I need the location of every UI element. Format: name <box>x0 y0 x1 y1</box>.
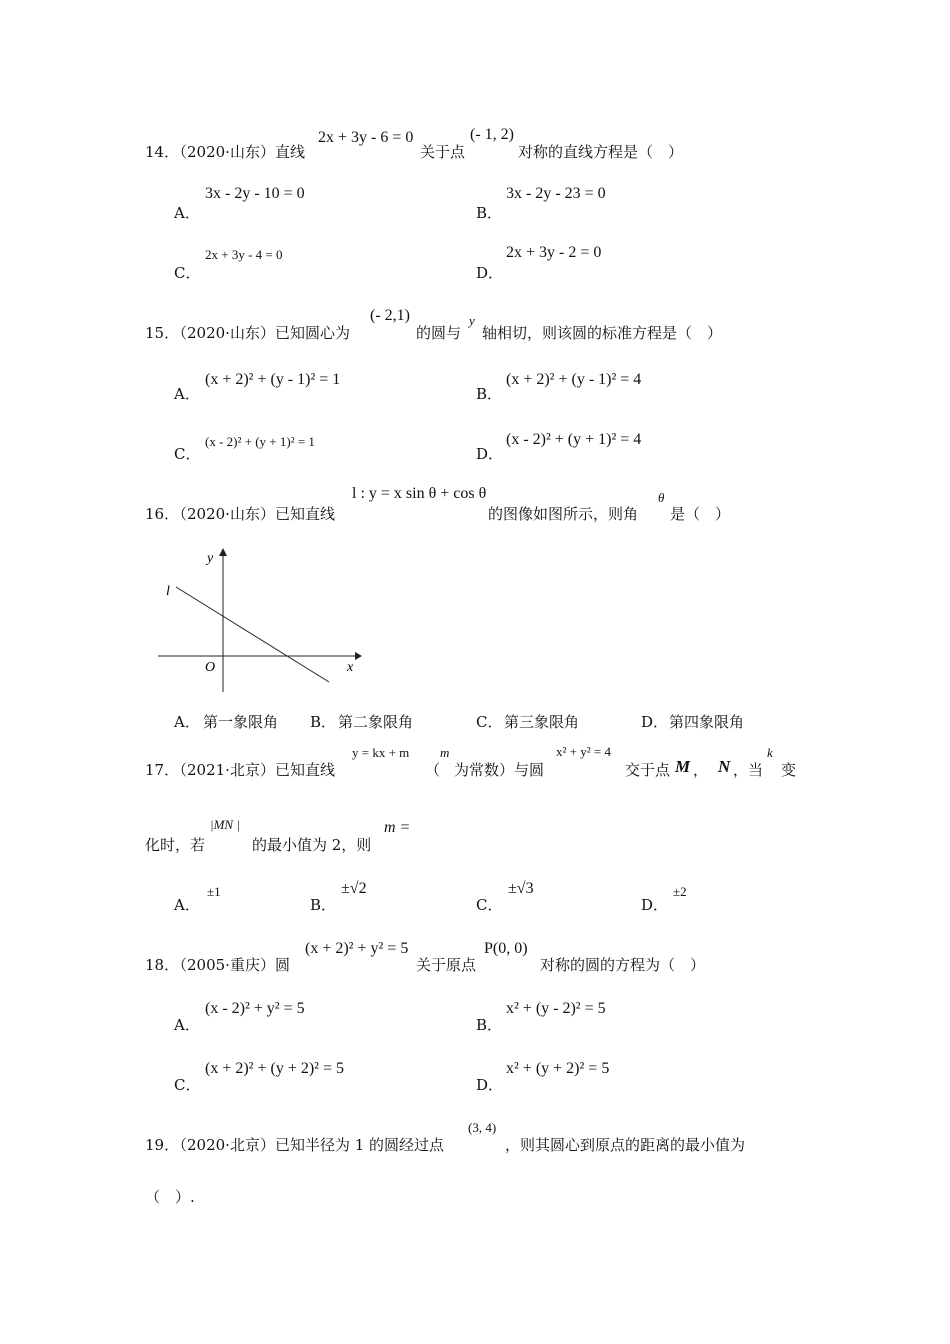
line-equation: 2x + 3y - 6 = 0 <box>318 129 414 146</box>
point-n: N <box>718 757 731 776</box>
option-b[interactable]: x² + (y - 2)² = 5 <box>506 1000 606 1017</box>
question-text: 关于原点 <box>416 956 477 974</box>
line-label: l <box>166 584 170 599</box>
option-label-b[interactable]: B． <box>310 896 337 914</box>
question-text: 化时，若 <box>145 836 206 854</box>
option-b[interactable]: (x + 2)² + (y - 1)² = 4 <box>506 371 642 388</box>
option-label-a[interactable]: A． <box>174 1016 200 1034</box>
option-a[interactable]: (x - 2)² + y² = 5 <box>205 1000 305 1017</box>
m-variable: m <box>440 745 450 760</box>
option-label-d[interactable]: D． <box>641 896 669 914</box>
question-number: 15． <box>145 324 180 342</box>
answer-blank: （ ）. <box>145 1188 195 1206</box>
option-label-d[interactable]: D． <box>641 713 669 731</box>
line-graph <box>155 545 365 695</box>
question-text: （ <box>425 761 441 779</box>
option-b[interactable]: 第二象限角 <box>338 713 414 731</box>
option-c[interactable]: 第三象限角 <box>504 713 580 731</box>
question-source: （2020·山东）直线 <box>172 143 305 161</box>
point-m: M <box>675 757 691 776</box>
option-c[interactable]: ±√3 <box>508 880 534 897</box>
option-d[interactable]: 2x + 3y - 2 = 0 <box>506 244 602 261</box>
question-text: 交于点 <box>625 761 671 779</box>
mn-expression: |MN | <box>210 817 240 832</box>
x-axis-arrow <box>355 652 362 660</box>
option-d[interactable]: x² + (y + 2)² = 5 <box>506 1060 610 1077</box>
question-text: ，则其圆心到原点的距离的最小值为 <box>505 1136 746 1154</box>
option-label-b[interactable]: B． <box>476 385 503 403</box>
question-text: 变 <box>781 761 797 779</box>
option-label-d[interactable]: D． <box>476 264 504 282</box>
k-variable: k <box>767 745 773 760</box>
question-text: 轴相切，则该圆的标准方程是（ ） <box>482 324 723 342</box>
option-d[interactable]: ±2 <box>673 884 687 899</box>
question-text: 是（ ） <box>670 505 731 523</box>
option-label-b[interactable]: B． <box>476 1016 503 1034</box>
option-label-c[interactable]: C． <box>174 264 201 282</box>
question-number: 16． <box>145 505 180 523</box>
option-label-b[interactable]: B． <box>310 713 337 731</box>
option-a[interactable]: (x + 2)² + (y - 1)² = 1 <box>205 371 341 388</box>
point: P(0, 0) <box>484 940 528 957</box>
option-b[interactable]: ±√2 <box>341 880 367 897</box>
option-label-c[interactable]: C． <box>476 896 503 914</box>
option-label-c[interactable]: C． <box>174 445 201 463</box>
question-text: 对称的直线方程是（ ） <box>518 143 684 161</box>
m-equals: m = <box>384 819 411 836</box>
option-c[interactable]: 2x + 3y - 4 = 0 <box>205 247 283 262</box>
circle-equation: (x + 2)² + y² = 5 <box>305 940 409 957</box>
separator: ， <box>693 761 709 779</box>
option-label-a[interactable]: A． <box>174 204 200 222</box>
option-label-a[interactable]: A． <box>174 713 200 731</box>
question-number: 19． <box>145 1136 180 1154</box>
option-label-b[interactable]: B． <box>476 204 503 222</box>
option-label-c[interactable]: C． <box>476 713 503 731</box>
option-c[interactable]: (x - 2)² + (y + 1)² = 1 <box>205 434 315 449</box>
origin-label: O <box>205 660 216 675</box>
line-equation: y = kx + m <box>352 745 410 760</box>
question-source: （2020·山东）已知圆心为 <box>172 324 350 342</box>
y-axis-label: y <box>207 551 214 566</box>
line-l <box>176 587 329 682</box>
option-b[interactable]: 3x - 2y - 23 = 0 <box>506 185 606 202</box>
axis-variable: y <box>469 313 475 328</box>
question-text: 的图像如图所示，则角 <box>488 505 639 523</box>
option-label-d[interactable]: D． <box>476 1076 504 1094</box>
line-equation: l : y = x sin θ + cos θ <box>352 485 487 502</box>
x-axis-label: x <box>347 660 354 675</box>
question-source: （2020·山东）已知直线 <box>172 505 335 523</box>
option-c[interactable]: (x + 2)² + (y + 2)² = 5 <box>205 1060 344 1077</box>
option-a[interactable]: ±1 <box>207 884 221 899</box>
circle-equation: x² + y² = 4 <box>556 744 611 759</box>
question-number: 17． <box>145 761 180 779</box>
question-number: 14． <box>145 143 180 161</box>
point: (- 1, 2) <box>470 126 514 143</box>
question-number: 18． <box>145 956 180 974</box>
option-d[interactable]: 第四象限角 <box>669 713 745 731</box>
option-a[interactable]: 3x - 2y - 10 = 0 <box>205 185 305 202</box>
option-label-a[interactable]: A． <box>174 385 200 403</box>
option-label-a[interactable]: A． <box>174 896 200 914</box>
question-text: ，当 <box>733 761 764 779</box>
angle-variable: θ <box>658 490 665 505</box>
option-label-d[interactable]: D． <box>476 445 504 463</box>
question-text: 关于点 <box>420 143 466 161</box>
question-source: （2005·重庆）圆 <box>172 956 290 974</box>
question-source: （2021·北京）已知直线 <box>172 761 335 779</box>
point: (- 2,1) <box>370 307 410 324</box>
point: (3, 4) <box>468 1120 497 1135</box>
option-label-c[interactable]: C． <box>174 1076 201 1094</box>
option-a[interactable]: 第一象限角 <box>203 713 279 731</box>
question-text: 的圆与 <box>416 324 462 342</box>
question-text: 对称的圆的方程为（ ） <box>540 956 706 974</box>
question-source: （2020·北京）已知半径为 1 的圆经过点 <box>172 1136 445 1154</box>
option-d[interactable]: (x - 2)² + (y + 1)² = 4 <box>506 431 642 448</box>
y-axis-arrow <box>219 548 227 556</box>
question-text: 的最小值为 2，则 <box>252 836 372 854</box>
question-text: 为常数）与圆 <box>454 761 545 779</box>
